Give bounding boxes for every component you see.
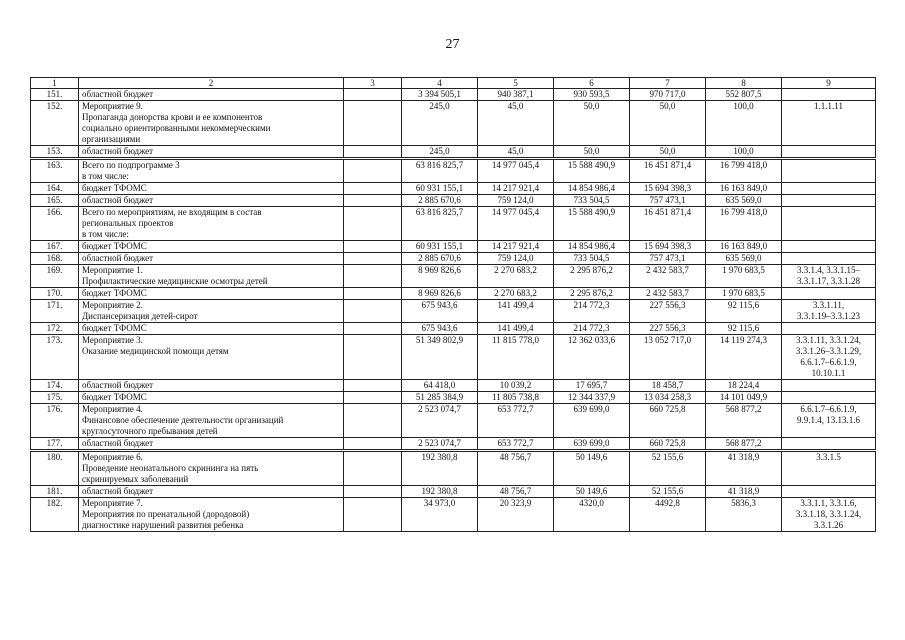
amount-cell: 5836,3 xyxy=(706,498,782,532)
column-3-cell xyxy=(344,146,402,159)
row-number-cell: 182. xyxy=(31,498,79,532)
row-number-cell: 176. xyxy=(31,404,79,438)
amount-cell: 14 977 045,4 xyxy=(478,207,554,241)
amount-cell: 227 556,3 xyxy=(630,300,706,323)
description-line: бюджет ТФОМС xyxy=(82,323,147,333)
description-line: Всего по подпрограмме 3 xyxy=(82,160,180,170)
description-line: в том числе: xyxy=(82,229,129,239)
amount-cell: 2 523 074,7 xyxy=(402,404,478,438)
description-cell xyxy=(79,323,344,335)
description-line: в том числе: xyxy=(82,171,129,181)
row-number-cell: 181. xyxy=(31,486,79,498)
reference-line: 3.3.1.17, 3.3.1.28 xyxy=(797,276,860,286)
description-line: Мероприятия по пренатальной (дородовой) xyxy=(82,509,250,519)
row-number-cell: 167. xyxy=(31,241,79,253)
reference-cell xyxy=(782,159,876,183)
amount-cell: 14 854 986,4 xyxy=(554,241,630,253)
amount-cell: 48 756,7 xyxy=(478,486,554,498)
amount-cell: 16 799 418,0 xyxy=(706,207,782,241)
amount-cell: 2 270 683,2 xyxy=(478,265,554,288)
column-3-cell xyxy=(344,183,402,195)
amount-cell: 970 717,0 xyxy=(630,89,706,101)
description-cell xyxy=(79,265,344,288)
row-number-cell: 171. xyxy=(31,300,79,323)
description-cell xyxy=(79,101,344,146)
amount-cell: 45,0 xyxy=(478,146,554,159)
amount-cell: 4320,0 xyxy=(554,498,630,532)
row-number-cell: 170. xyxy=(31,288,79,300)
amount-cell: 15 588 490,9 xyxy=(554,207,630,241)
reference-line: 6.6.1.7–6.6.1.9, xyxy=(800,357,857,367)
table-row xyxy=(31,392,876,404)
amount-cell: 50,0 xyxy=(630,101,706,146)
page-number: 27 xyxy=(445,37,460,52)
amount-cell: 51 349 802,9 xyxy=(402,335,478,380)
column-3-cell xyxy=(344,89,402,101)
description-line: областной бюджет xyxy=(82,89,154,99)
reference-line: 3.3.1.5 xyxy=(816,452,841,462)
reference-line: 3.3.1.18, 3.3.1.24, xyxy=(795,509,862,519)
description-line: областной бюджет xyxy=(82,195,154,205)
column-3-cell xyxy=(344,498,402,532)
amount-cell: 12 362 033,6 xyxy=(554,335,630,380)
row-number-cell: 163. xyxy=(31,159,79,183)
amount-cell: 1 970 683,5 xyxy=(706,288,782,300)
description-line: Мероприятие 1. xyxy=(82,265,143,275)
table-row xyxy=(31,498,876,532)
amount-cell: 141 499,4 xyxy=(478,323,554,335)
amount-cell: 192 380,8 xyxy=(402,451,478,486)
amount-cell: 1 970 683,5 xyxy=(706,265,782,288)
description-line: бюджет ТФОМС xyxy=(82,392,147,402)
amount-cell: 20 323,9 xyxy=(478,498,554,532)
row-number-cell: 151. xyxy=(31,89,79,101)
reference-cell xyxy=(782,101,876,146)
description-cell xyxy=(79,404,344,438)
row-number-cell: 168. xyxy=(31,253,79,265)
description-line: областной бюджет xyxy=(82,486,154,496)
reference-cell xyxy=(782,438,876,451)
table-row xyxy=(31,438,876,451)
column-3-cell xyxy=(344,323,402,335)
row-number-cell: 166. xyxy=(31,207,79,241)
amount-cell: 4492,8 xyxy=(630,498,706,532)
amount-cell: 635 569,0 xyxy=(706,253,782,265)
amount-cell: 15 588 490,9 xyxy=(554,159,630,183)
description-cell xyxy=(79,438,344,451)
column-3-cell xyxy=(344,241,402,253)
description-line: Мероприятие 9. xyxy=(82,101,143,111)
row-number-cell: 165. xyxy=(31,195,79,207)
reference-cell xyxy=(782,89,876,101)
amount-cell: 15 694 398,3 xyxy=(630,241,706,253)
amount-cell: 15 694 398,3 xyxy=(630,183,706,195)
amount-cell: 660 725,8 xyxy=(630,438,706,451)
description-cell xyxy=(79,380,344,392)
reference-line: 3.3.1.11, 3.3.1.24, xyxy=(796,335,861,345)
amount-cell: 2 295 876,2 xyxy=(554,265,630,288)
amount-cell: 92 115,6 xyxy=(706,323,782,335)
reference-line: 6.6.1.7–6.6.1.9, xyxy=(800,404,857,414)
row-number-cell: 169. xyxy=(31,265,79,288)
row-number-cell: 152. xyxy=(31,101,79,146)
column-header: 9 xyxy=(782,78,876,89)
table-row xyxy=(31,183,876,195)
column-3-cell xyxy=(344,451,402,486)
description-cell xyxy=(79,392,344,404)
reference-cell xyxy=(782,380,876,392)
amount-cell: 653 772,7 xyxy=(478,438,554,451)
description-line: региональных проектов xyxy=(82,218,174,228)
reference-cell xyxy=(782,146,876,159)
amount-cell: 100,0 xyxy=(706,101,782,146)
description-line: круглосуточного пребывания детей xyxy=(82,426,218,436)
column-3-cell xyxy=(344,207,402,241)
table-row xyxy=(31,101,876,146)
amount-cell: 245,0 xyxy=(402,146,478,159)
amount-cell: 192 380,8 xyxy=(402,486,478,498)
description-cell xyxy=(79,159,344,183)
table-row xyxy=(31,253,876,265)
description-line: бюджет ТФОМС xyxy=(82,241,147,251)
table-row xyxy=(31,323,876,335)
description-cell xyxy=(79,451,344,486)
column-header: 1 xyxy=(31,78,79,89)
description-line: Мероприятие 2. xyxy=(82,300,143,310)
table-row xyxy=(31,159,876,183)
amount-cell: 639 699,0 xyxy=(554,438,630,451)
amount-cell: 13 034 258,3 xyxy=(630,392,706,404)
reference-cell xyxy=(782,404,876,438)
amount-cell: 50,0 xyxy=(554,101,630,146)
amount-cell: 214 772,3 xyxy=(554,300,630,323)
reference-line: 3.3.1.11, xyxy=(812,300,845,310)
description-line: областной бюджет xyxy=(82,253,154,263)
amount-cell: 52 155,6 xyxy=(630,451,706,486)
amount-cell: 16 451 871,4 xyxy=(630,207,706,241)
column-header: 4 xyxy=(402,78,478,89)
description-cell xyxy=(79,288,344,300)
reference-cell xyxy=(782,288,876,300)
reference-cell xyxy=(782,265,876,288)
amount-cell: 214 772,3 xyxy=(554,323,630,335)
amount-cell: 16 163 849,0 xyxy=(706,241,782,253)
description-line: Мероприятие 7. xyxy=(82,498,143,508)
amount-cell: 675 943,6 xyxy=(402,323,478,335)
description-cell xyxy=(79,253,344,265)
description-line: Финансовое обеспечение деятельности организаций xyxy=(82,415,284,425)
reference-line: 3.3.1.19–3.3.1.23 xyxy=(797,311,860,321)
description-cell xyxy=(79,486,344,498)
amount-cell: 60 931 155,1 xyxy=(402,183,478,195)
reference-cell xyxy=(782,207,876,241)
amount-cell: 940 387,1 xyxy=(478,89,554,101)
amount-cell: 48 756,7 xyxy=(478,451,554,486)
table-row xyxy=(31,265,876,288)
column-3-cell xyxy=(344,159,402,183)
description-cell xyxy=(79,241,344,253)
table-row xyxy=(31,288,876,300)
amount-cell: 10 039,2 xyxy=(478,380,554,392)
description-line: областной бюджет xyxy=(82,380,154,390)
amount-cell: 60 931 155,1 xyxy=(402,241,478,253)
amount-cell: 50 149,6 xyxy=(554,451,630,486)
description-cell xyxy=(79,146,344,159)
table-row xyxy=(31,486,876,498)
table-row xyxy=(31,380,876,392)
reference-cell xyxy=(782,253,876,265)
amount-cell: 3 394 505,1 xyxy=(402,89,478,101)
reference-cell xyxy=(782,300,876,323)
reference-line: 1.1.1.11 xyxy=(814,101,843,111)
amount-cell: 50,0 xyxy=(630,146,706,159)
amount-cell: 11 815 778,0 xyxy=(478,335,554,380)
budget-table xyxy=(30,77,876,532)
amount-cell: 18 458,7 xyxy=(630,380,706,392)
table-row xyxy=(31,335,876,380)
row-number-cell: 174. xyxy=(31,380,79,392)
description-cell xyxy=(79,183,344,195)
table-row xyxy=(31,146,876,159)
reference-line: 3.3.1.1, 3.3.1.6, xyxy=(800,498,857,508)
description-line: Пропаганда донорства крови и ее компонентов xyxy=(82,112,263,122)
description-cell xyxy=(79,300,344,323)
table-row xyxy=(31,451,876,486)
amount-cell: 63 816 825,7 xyxy=(402,207,478,241)
reference-cell xyxy=(782,451,876,486)
description-cell xyxy=(79,498,344,532)
table-row xyxy=(31,89,876,101)
amount-cell: 16 163 849,0 xyxy=(706,183,782,195)
amount-cell: 8 969 826,6 xyxy=(402,288,478,300)
amount-cell: 2 295 876,2 xyxy=(554,288,630,300)
column-3-cell xyxy=(344,486,402,498)
amount-cell: 245,0 xyxy=(402,101,478,146)
amount-cell: 51 285 384,9 xyxy=(402,392,478,404)
amount-cell: 568 877,2 xyxy=(706,404,782,438)
reference-cell xyxy=(782,183,876,195)
amount-cell: 2 523 074,7 xyxy=(402,438,478,451)
amount-cell: 2 432 583,7 xyxy=(630,265,706,288)
description-cell xyxy=(79,195,344,207)
amount-cell: 14 854 986,4 xyxy=(554,183,630,195)
reference-cell xyxy=(782,335,876,380)
table-row xyxy=(31,195,876,207)
column-header: 6 xyxy=(554,78,630,89)
amount-cell: 227 556,3 xyxy=(630,323,706,335)
row-number-cell: 153. xyxy=(31,146,79,159)
description-line: диагностике нарушений развития ребенка xyxy=(82,520,244,530)
amount-cell: 733 504,5 xyxy=(554,253,630,265)
amount-cell: 14 217 921,4 xyxy=(478,183,554,195)
amount-cell: 50,0 xyxy=(554,146,630,159)
amount-cell: 2 885 670,6 xyxy=(402,253,478,265)
amount-cell: 13 052 717,0 xyxy=(630,335,706,380)
reference-cell xyxy=(782,392,876,404)
table-row xyxy=(31,300,876,323)
column-header: 7 xyxy=(630,78,706,89)
amount-cell: 34 973,0 xyxy=(402,498,478,532)
amount-cell: 757 473,1 xyxy=(630,253,706,265)
column-3-cell xyxy=(344,392,402,404)
amount-cell: 17 695,7 xyxy=(554,380,630,392)
description-line: социально ориентированными некоммерческими xyxy=(82,123,271,133)
row-number-cell: 180. xyxy=(31,451,79,486)
amount-cell: 2 885 670,6 xyxy=(402,195,478,207)
amount-cell: 63 816 825,7 xyxy=(402,159,478,183)
table-row xyxy=(31,241,876,253)
table-header-row xyxy=(31,78,876,89)
description-line: Проведение неонатального скрининга на пять xyxy=(82,463,259,473)
amount-cell: 18 224,4 xyxy=(706,380,782,392)
table-row xyxy=(31,207,876,241)
description-line: Всего по мероприятиям, не входящим в состав xyxy=(82,207,262,217)
description-line: бюджет ТФОМС xyxy=(82,183,147,193)
amount-cell: 52 155,6 xyxy=(630,486,706,498)
description-line: Мероприятие 6. xyxy=(82,452,143,462)
amount-cell: 41 318,9 xyxy=(706,451,782,486)
column-header: 8 xyxy=(706,78,782,89)
amount-cell: 16 799 418,0 xyxy=(706,159,782,183)
column-3-cell xyxy=(344,335,402,380)
column-header: 5 xyxy=(478,78,554,89)
description-line: Мероприятие 4. xyxy=(82,404,143,414)
row-number-cell: 175. xyxy=(31,392,79,404)
table-row xyxy=(31,404,876,438)
row-number-cell: 173. xyxy=(31,335,79,380)
row-number-cell: 164. xyxy=(31,183,79,195)
description-cell xyxy=(79,335,344,380)
amount-cell: 14 977 045,4 xyxy=(478,159,554,183)
amount-cell: 16 451 871,4 xyxy=(630,159,706,183)
amount-cell: 759 124,0 xyxy=(478,195,554,207)
reference-cell xyxy=(782,498,876,532)
amount-cell: 45,0 xyxy=(478,101,554,146)
amount-cell: 50 149,6 xyxy=(554,486,630,498)
column-3-cell xyxy=(344,300,402,323)
amount-cell: 635 569,0 xyxy=(706,195,782,207)
column-3-cell xyxy=(344,380,402,392)
description-line: организациями xyxy=(82,134,141,144)
amount-cell: 930 593,5 xyxy=(554,89,630,101)
amount-cell: 733 504,5 xyxy=(554,195,630,207)
amount-cell: 568 877,2 xyxy=(706,438,782,451)
amount-cell: 675 943,6 xyxy=(402,300,478,323)
description-line: бюджет ТФОМС xyxy=(82,288,147,298)
description-line: Мероприятие 3. xyxy=(82,335,143,345)
amount-cell: 41 318,9 xyxy=(706,486,782,498)
amount-cell: 92 115,6 xyxy=(706,300,782,323)
reference-line: 3.3.1.26–3.3.1.29, xyxy=(795,346,862,356)
description-line: Профилактические медицинские осмотры детей xyxy=(82,276,268,286)
column-3-cell xyxy=(344,438,402,451)
column-3-cell xyxy=(344,265,402,288)
reference-cell xyxy=(782,241,876,253)
reference-line: 3.3.1.26 xyxy=(813,520,844,530)
amount-cell: 14 101 049,9 xyxy=(706,392,782,404)
amount-cell: 14 217 921,4 xyxy=(478,241,554,253)
column-3-cell xyxy=(344,101,402,146)
amount-cell: 660 725,8 xyxy=(630,404,706,438)
amount-cell: 11 805 738,8 xyxy=(478,392,554,404)
amount-cell: 552 807,5 xyxy=(706,89,782,101)
reference-line: 3.3.1.4, 3.3.1.15– xyxy=(797,265,860,275)
amount-cell: 12 344 337,9 xyxy=(554,392,630,404)
amount-cell: 100,0 xyxy=(706,146,782,159)
description-line: областной бюджет xyxy=(82,146,154,156)
column-header: 2 xyxy=(79,78,344,89)
amount-cell: 759 124,0 xyxy=(478,253,554,265)
column-3-cell xyxy=(344,253,402,265)
row-number-cell: 172. xyxy=(31,323,79,335)
amount-cell: 2 432 583,7 xyxy=(630,288,706,300)
amount-cell: 757 473,1 xyxy=(630,195,706,207)
row-number-cell: 177. xyxy=(31,438,79,451)
reference-line: 10.10.1.1 xyxy=(811,368,846,378)
column-header: 3 xyxy=(344,78,402,89)
amount-cell: 653 772,7 xyxy=(478,404,554,438)
description-line: областной бюджет xyxy=(82,438,154,448)
column-3-cell xyxy=(344,195,402,207)
column-3-cell xyxy=(344,404,402,438)
reference-line: 9.9.1.4, 13.13.1.6 xyxy=(797,415,860,425)
reference-cell xyxy=(782,323,876,335)
description-cell xyxy=(79,89,344,101)
amount-cell: 8 969 826,6 xyxy=(402,265,478,288)
reference-cell xyxy=(782,486,876,498)
amount-cell: 639 699,0 xyxy=(554,404,630,438)
description-line: Диспансеризация детей-сирот xyxy=(82,311,198,321)
description-cell xyxy=(79,207,344,241)
description-line: скринируемых заболеваний xyxy=(82,474,189,484)
column-3-cell xyxy=(344,288,402,300)
amount-cell: 141 499,4 xyxy=(478,300,554,323)
reference-cell xyxy=(782,195,876,207)
amount-cell: 2 270 683,2 xyxy=(478,288,554,300)
description-line: Оказание медицинской помощи детям xyxy=(82,346,229,356)
amount-cell: 64 418,0 xyxy=(402,380,478,392)
amount-cell: 14 119 274,3 xyxy=(706,335,782,380)
